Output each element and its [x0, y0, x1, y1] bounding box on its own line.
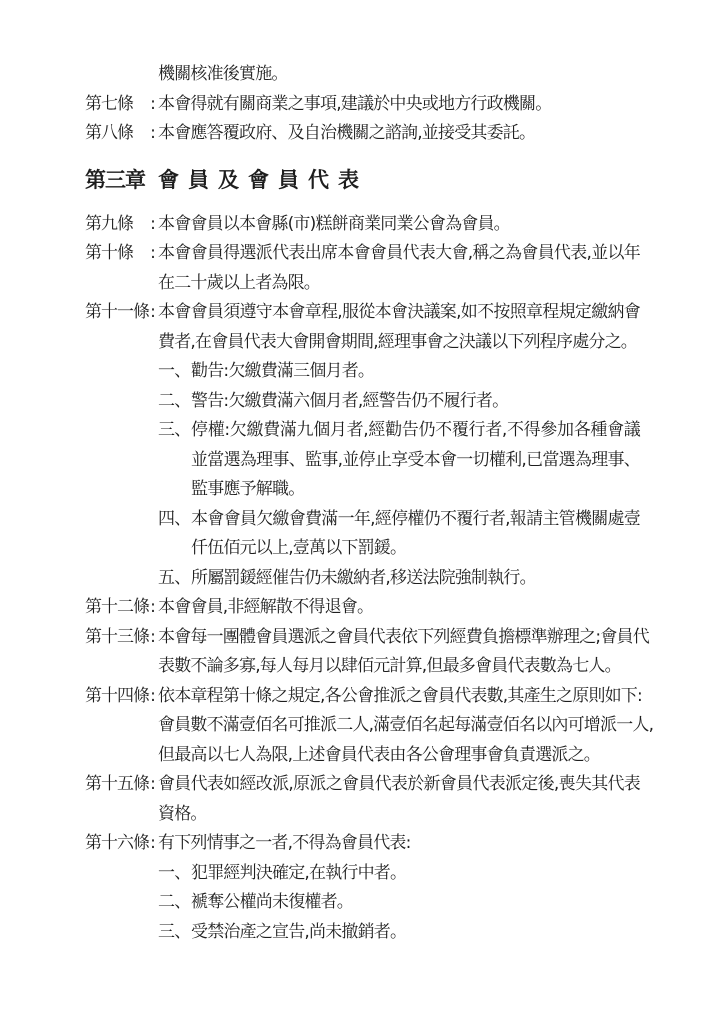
article-label	[85, 829, 158, 947]
text-line: 本會每一團體會員選派之會員代表依下列經費負擔標準辦理之;會員代	[158, 626, 649, 647]
text-line: 本會會員得選派代表出席本會會員代表大會,稱之為會員代表,並以年	[158, 243, 640, 263]
article-content	[158, 770, 640, 829]
article-7	[85, 593, 640, 623]
item-content	[191, 505, 640, 564]
text-line: 並當選為理事、監事,並停止享受本會一切權利,已當選為理事、	[191, 449, 640, 470]
text-line: 依本章程第十條之規定,各公會推派之會員代表數,其產生之原則如下:	[158, 685, 642, 706]
item-content	[191, 859, 640, 889]
list-item	[158, 505, 640, 564]
text-line: 本會得就有關商業之事項,建議於中央或地方行政機關。	[158, 93, 552, 114]
text-line: 會員數不滿壹佰名可推派二人,滿壹佰名起每滿壹佰名以內可增派一人,	[158, 715, 654, 735]
article-label	[85, 239, 158, 298]
text-line: 所屬罰鍰經催告仍未繳納者,移送法院強制執行。	[191, 567, 536, 588]
item-number: 二、	[158, 390, 191, 411]
article-1	[85, 90, 640, 120]
text-line: 停權:欠繳費滿九個月者,經勸告仍不覆行者,不得參加各種會議	[191, 420, 640, 440]
article-label	[85, 623, 158, 682]
item-number: 三、	[158, 420, 191, 440]
label-colon: :	[150, 774, 155, 794]
article-number: 第七條	[85, 93, 133, 114]
article-number: 第十四條	[85, 685, 149, 706]
text-line: 費者,在會員代表大會開會期間,經理事會之決議以下列程序處分之。	[158, 331, 638, 352]
label-colon: :	[150, 597, 155, 617]
label-colon: :	[150, 685, 155, 706]
continuation-paragraph	[85, 60, 640, 90]
article-number: 第十三條	[85, 626, 149, 647]
text-line: 有下列情事之一者,不得為會員代表:	[158, 833, 411, 853]
article-label	[85, 770, 158, 829]
article-number: 第九條	[85, 213, 133, 234]
article-content	[158, 298, 640, 593]
article-content	[158, 239, 640, 298]
article-content	[158, 210, 640, 240]
article-8	[85, 623, 649, 682]
text-line: 受禁治產之宣告,尚未撤銷者。	[191, 921, 407, 942]
article-content	[158, 593, 640, 623]
item-content	[191, 387, 640, 417]
article-11	[85, 829, 640, 947]
list-item	[158, 859, 640, 889]
label-colon: :	[150, 243, 155, 263]
item-number: 四、	[158, 508, 191, 529]
article-content	[158, 623, 649, 682]
text-line: 在二十歲以上者為限。	[158, 272, 320, 293]
text-line: 監事應予解職。	[191, 479, 305, 499]
article-content	[158, 119, 640, 149]
article-number: 第十五條	[85, 774, 149, 794]
article-label	[85, 90, 158, 120]
text-line: 勸告:欠繳費滿三個月者。	[191, 361, 375, 381]
article-10	[85, 770, 640, 829]
item-content	[191, 564, 640, 594]
label-colon: :	[150, 626, 155, 647]
text-line: 但最高以七人為限,上述會員代表由各公會理事會負責選派之。	[158, 744, 601, 765]
article-5	[85, 239, 640, 298]
article-label	[85, 210, 158, 240]
label-colon: :	[150, 302, 155, 322]
article-number: 第十二條	[85, 597, 149, 617]
text-line: 本會會員須遵守本會章程,服從本會決議案,如不按照章程規定繳納會	[158, 302, 640, 322]
item-number: 五、	[158, 567, 191, 588]
article-label	[85, 593, 158, 623]
article-2	[85, 119, 640, 149]
list-item	[158, 357, 640, 387]
list-item	[158, 416, 640, 505]
label-colon: :	[150, 213, 155, 234]
text-line: 犯罪經判決確定,在執行中者。	[191, 862, 407, 883]
article-number: 第十條	[85, 243, 133, 263]
list-item	[158, 387, 640, 417]
article-content	[158, 60, 640, 90]
article-label	[85, 682, 158, 771]
list-item	[158, 564, 640, 594]
article-6	[85, 298, 640, 593]
text-line: 警告:欠繳費滿六個月者,經警告仍不履行者。	[191, 390, 509, 411]
chapter-heading	[85, 165, 640, 195]
label-colon: :	[150, 93, 155, 114]
article-content	[158, 829, 640, 947]
text-line: 資格。	[158, 803, 207, 824]
article-label	[85, 298, 158, 593]
item-content	[191, 416, 640, 505]
item-number: 二、	[158, 892, 191, 912]
text-line: 本會會員,非經解散不得退會。	[158, 597, 374, 617]
text-line: 本會應答覆政府、及自治機關之諮詢,並接受其委託。	[158, 123, 536, 143]
item-number: 一、	[158, 361, 191, 381]
item-number: 一、	[158, 862, 191, 883]
article-number: 第十一條	[85, 302, 149, 322]
text-line: 仟伍佰元以上,壹萬以下罰鍰。	[191, 538, 407, 558]
text-line: 褫奪公權尚未復權者。	[191, 892, 353, 912]
text-line: 機關核准後實施。	[158, 64, 288, 84]
article-9	[85, 682, 654, 771]
chapter-number: 第三章	[85, 167, 145, 192]
item-number: 三、	[158, 921, 191, 942]
chapter-title: 會員及會員代表	[158, 167, 368, 192]
article-4	[85, 210, 640, 240]
article-number: 第八條	[85, 123, 133, 143]
item-content	[191, 888, 640, 918]
list-item	[158, 888, 640, 918]
item-content	[191, 357, 640, 387]
article-content	[158, 90, 640, 120]
article-number: 第十六條	[85, 833, 149, 853]
article-content	[158, 682, 654, 771]
label-colon: :	[150, 833, 155, 853]
text-line: 本會會員以本會縣(市)糕餅商業同業公會為會員。	[158, 213, 510, 234]
text-line: 會員代表如經改派,原派之會員代表於新會員代表派定後,喪失其代表	[158, 774, 640, 794]
article-label	[85, 60, 158, 90]
label-colon: :	[150, 123, 155, 143]
list-item	[158, 918, 640, 948]
item-content	[191, 918, 640, 948]
text-line: 本會會員欠繳會費滿一年,經停權仍不覆行者,報請主管機關處壹	[191, 508, 640, 529]
article-label	[85, 119, 158, 149]
text-line: 表數不論多寡,每人每月以肆佰元計算,但最多會員代表數為七人。	[158, 656, 621, 676]
